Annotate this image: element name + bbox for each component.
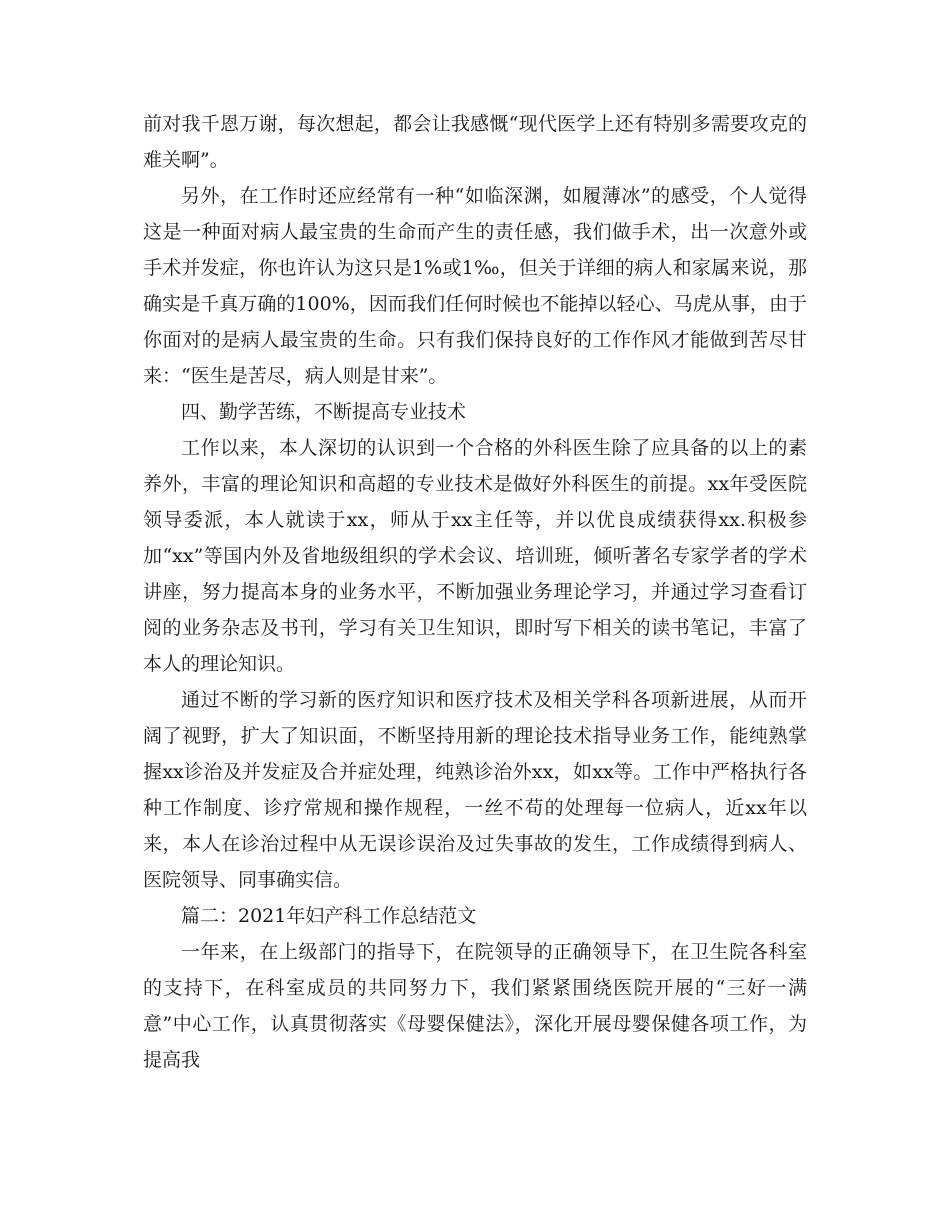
paragraph-responsibility: 另外，在工作时还应经常有一种“如临深渊，如履薄冰”的感受，个人觉得这是一种面对病人最宝贵的生命而产生的责任感，我们做手术，出一次意外或手术并发症，你也许认为这只是1%或1‰，但关于详细的病人和家属来说，那确实是千真万确的100%，因而我们任何时候也不能掉以轻心、马虎从事，由于你面对的是病人最宝贵的生命。只有我们保持良好的工作作风才能做到苦尽甘来：“医生是苦尽，病人则是甘来”。 (143, 185, 807, 387)
section-heading-part-two: 篇二：2021年妇产科工作总结范文 (181, 905, 477, 927)
paragraph-intro-part-two: 一年来，在上级部门的指导下，在院领导的正确领导下，在卫生院各科室的支持下，在科室成员的共同努力下，我们紧紧围绕医院开展的“三好一满意”中心工作，认真贯彻落实《母婴保健法》，深化开展母婴保健各项工作，为提高我 (143, 941, 807, 1071)
paragraph-knowledge: 通过不断的学习新的医疗知识和医疗技术及相关学科各项新进展，从而开阔了视野，扩大了知识面，不断坚持用新的理论技术指导业务工作，能纯熟掌握xx诊治及并发症及合并症处理，纯熟诊治外xx，如xx等。工作中严格执行各种工作制度、诊疗常规和操作规程，一丝不苟的处理每一位病人，近xx年以来，本人在诊治过程中从无误诊误治及过失事故的发生，工作成绩得到病人、医院领导、同事确实信。 (143, 689, 807, 891)
paragraph-study: 工作以来，本人深切的认识到一个合格的外科医生除了应具备的以上的素养外，丰富的理论知识和高超的专业技术是做好外科医生的前提。xx年受医院领导委派，本人就读于xx，师从于xx主任等，并以优良成绩获得xx.积极参加“xx”等国内外及省地级组织的学术会议、培训班，倾听著名专家学者的学术讲座，努力提高本身的业务水平，不断加强业务理论学习，并通过学习查看订阅的业务杂志及书刊，学习有关卫生知识，即时写下相关的读书笔记，丰富了本人的理论知识。 (143, 437, 807, 675)
section-heading-study: 四、勤学苦练，不断提高专业技术 (181, 401, 467, 423)
paragraph-continued: 前对我千恩万谢，每次想起，都会让我感慨“现代医学上还有特别多需要攻克的难关啊”。 (143, 113, 807, 171)
document-body (143, 106, 807, 1078)
